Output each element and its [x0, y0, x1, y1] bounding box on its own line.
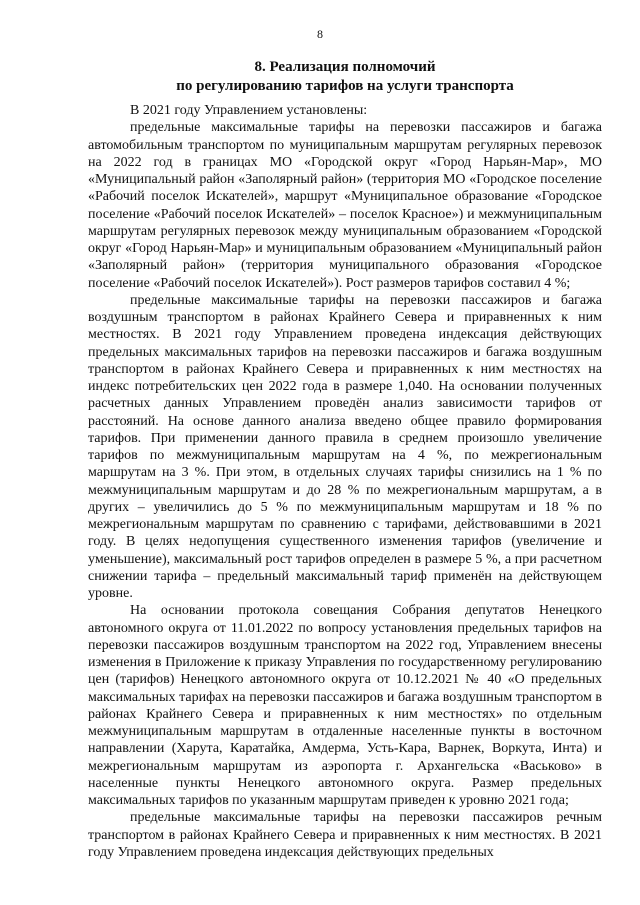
paragraph-road-transport-tariffs: предельные максимальные тарифы на перевозки пассажиров и багажа автомобильным транспортом по муниципальным маршрутам регулярных перевозок на 2022 год в границах МО «Городской округ «Город Нарьян-Мар», МО «Муниципальный район «Заполярный район» (территория МО «Городское поселение «Рабочий поселок Искателей», маршрут «Муниципальное образование «Городское поселение «Рабочий поселок Искателей» – поселок Красное») и межмуниципальным маршрутам регулярных перевозок между муниципальным образованием «Городской округ «Город Нарьян-Мар» и муниципальным образованием «Муниципальный район «Заполярный район» (территория муниципального образования «Городское поселение «Рабочий поселок Искателей»). Рост размеров тарифов составил 4 %; — [88, 120, 602, 291]
page-number: 8 — [317, 27, 323, 41]
section-heading — [88, 58, 602, 96]
section-heading-line-2: по регулированию тарифов на услуги транспорта — [176, 78, 514, 94]
section-heading-line-1: 8. Реализация полномочий — [254, 59, 436, 75]
document-body — [88, 102, 602, 861]
paragraph-river-transport-tariffs: предельные максимальные тарифы на перевозки пассажиров речным транспортом в районах Крайнего Севера и приравненных к ним местностях. В 2021 году Управлением проведена индексация действующих предельных — [88, 810, 602, 860]
paragraph-air-transport-tariffs: предельные максимальные тарифы на перевозки пассажиров и багажа воздушным транспортом в районах Крайнего Севера и приравненных к ним местностях. В 2021 году Управлением проведена индексация действующих предельных максимальных тарифов на перевозки пассажиров и багажа воздушным транспортом в районах Крайнего Севера и приравненных к ним местностях на индекс потребительских цен 2022 года в размере 1,040. На основании полученных расчетных данных Управлением проведён анализ зависимости тарифов от расстояний. На основе данного анализа введено общее правило формирования тарифов. При применении данного правила в среднем произошло увеличение тарифов по межмуниципальным маршрутам на 4 %, по межрегиональным маршрутам на 3 %. При этом, в отдельных случаях тарифы снизились на 1 % по межмуниципальным маршрутам и до 28 % по межрегиональным маршрутам, а в других – увеличились до 5 % по межмуниципальным маршрутам и 18 % по межрегиональным маршрутам по сравнению с тарифами, действовавшими в 2021 году. В целях недопущения существенного изменения тарифов (увеличение и уменьшение), максимальный рост тарифов определен в размере 5 %, а при расчетном снижении тарифа – предельный максимальный тариф применён на действующем уровне. — [88, 292, 602, 601]
paragraph-intro: В 2021 году Управлением установлены: — [130, 103, 368, 118]
paragraph-protocol-changes: На основании протокола совещания Собрания депутатов Ненецкого автономного округа от 11.01.2022 по вопросу установления предельных тарифов на перевозки пассажиров воздушным транспортом на 2022 год, Управлением внесены изменения в Приложение к приказу Управления по государственному регулированию цен (тарифов) Ненецкого автономного округа от 10.12.2021 № 40 «О предельных максимальных тарифах на перевозки пассажиров и багажа воздушным транспортом в районах Крайнего Севера и приравненных к ним местностях» по отдельным межмуниципальным маршрутам в отдаленные населенные пункты в восточном направлении (Харута, Каратайка, Амдерма, Усть-Кара, Варнек, Воркута, Инта) и межрегиональным маршрутам из аэропорта г. Архангельска «Васьково» в населенные пункты Ненецкого автономного округа. Размер предельных максимальных тарифов по указанным маршрутам приведен к уровню 2021 года; — [88, 603, 602, 808]
